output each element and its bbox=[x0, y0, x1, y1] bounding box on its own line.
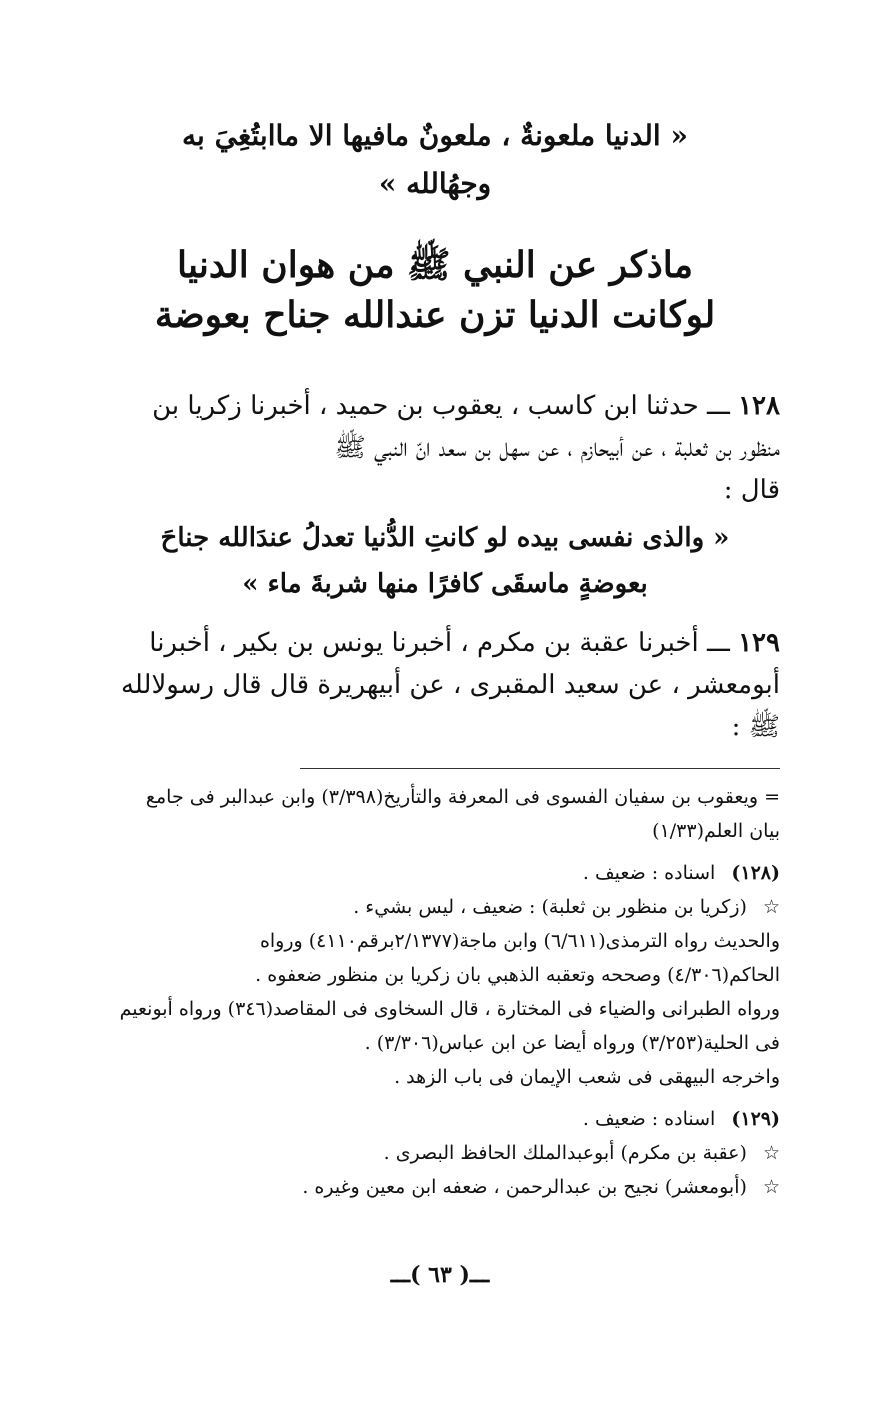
chapter-title-line-1: ماذكر عن النبي ﷺ من هوان الدنيا bbox=[177, 244, 693, 286]
footnotes bbox=[100, 780, 780, 1204]
footnote-129-narrator-1 bbox=[100, 1136, 780, 1170]
footnote-128-number: (١٢٨) bbox=[731, 862, 780, 884]
footnote-129-header bbox=[100, 1102, 780, 1136]
hadith-128-line-1 bbox=[100, 385, 780, 427]
hadith-128-quote bbox=[140, 515, 750, 607]
hadith-129-line-3: ﷺ : bbox=[731, 712, 780, 742]
hadith-128-text-1: ـــ حدثنا ابن كاسب ، يعقوب بن حميد ، أخبرنا زكريا بن bbox=[152, 391, 730, 421]
footnote-129-number: (١٢٩) bbox=[731, 1108, 780, 1130]
footnote-128-line-1: والحديث رواه الترمذى(٦/٦١١) وابن ماجة(٢/١٣٧٧برقم٤١١٠) ورواه bbox=[259, 930, 780, 952]
hadith-128 bbox=[100, 385, 780, 511]
star-icon: ☆ bbox=[762, 896, 780, 918]
hadith-129-line-2: أبومعشر ، عن سعيد المقبرى ، عن أبيهريرة قال قال رسولالله bbox=[120, 670, 780, 700]
hadith-129-line-1 bbox=[100, 622, 780, 664]
star-icon: ☆ bbox=[762, 1142, 780, 1164]
opening-hadith-quote bbox=[140, 112, 730, 208]
hadith-128-line-2: منظور بن ثعلبة ، عن أبيحازم ، عن سهل بن سعد انّ النبي ﷺ bbox=[334, 433, 780, 463]
footnote-129-narrator-2-text: (أبومعشر) نجيح بن عبدالرحمن ، ضعفه ابن معين وغيره . bbox=[302, 1176, 747, 1198]
footnote-128-header bbox=[100, 856, 780, 890]
footnote-128-isnad: اسناده : ضعيف . bbox=[582, 862, 716, 884]
hadith-128-number: ١٢٨ bbox=[738, 391, 780, 421]
hadith-128-quote-line-1: « والذى نفسى بيده لو كانتِ الدُّنيا تعدلُ عندَالله جناحَ bbox=[160, 523, 730, 553]
footnote-128-narrator bbox=[100, 890, 780, 924]
footnote-128-line-5: واخرجه البيهقى فى شعب الإيمان فى باب الزهد . bbox=[394, 1066, 780, 1088]
footnote-129-isnad: اسناده : ضعيف . bbox=[582, 1108, 716, 1130]
footnote-129-narrator-1-text: (عقبة بن مكرم) أبوعبدالملك الحافظ البصرى . bbox=[383, 1142, 747, 1164]
opening-quote-line-2: وجهُالله » bbox=[378, 167, 492, 200]
footnote-128-line-3: ورواه الطبرانى والضياء فى المختارة ، قال السخاوى فى المقاصد(٣٤٦) ورواه أبونعيم bbox=[119, 998, 780, 1020]
hadith-128-quote-line-2: بعوضةٍ ماسقَى كافرًا منها شربةَ ماء » bbox=[242, 569, 648, 599]
footnote-continuation-line-2: بيان العلم(١/٣٣) bbox=[652, 820, 780, 842]
footnote-128-narrator-text: (زكريا بن منظور بن ثعلبة) : ضعيف ، ليس بشيء . bbox=[353, 896, 747, 918]
chapter-title-line-2: لوكانت الدنيا تزن عندالله جناح بعوضة bbox=[154, 294, 716, 336]
page-number: ـــ( ٦٣ )ـــ bbox=[390, 1262, 490, 1288]
star-icon: ☆ bbox=[762, 1176, 780, 1198]
hadith-129 bbox=[100, 622, 780, 748]
hadith-129-text-1: ـــ أخبرنا عقبة بن مكرم ، أخبرنا يونس بن بكير ، أخبرنا bbox=[149, 628, 730, 658]
footnote-128-line-4: فى الحلية(٣/٢٥٣) ورواه أيضا عن ابن عباس(٣/٣٠٦) . bbox=[364, 1032, 780, 1054]
chapter-title bbox=[140, 240, 730, 340]
footnote-divider bbox=[300, 768, 780, 769]
hadith-128-line-3: قال : bbox=[723, 475, 780, 505]
opening-quote-line-1: « الدنيا ملعونةٌ ، ملعونٌ مافيها الا ماابتُغِيَ به bbox=[182, 119, 688, 152]
hadith-129-number: ١٢٩ bbox=[738, 628, 780, 658]
footnote-128-line-2: الحاكم(٤/٣٠٦) وصححه وتعقبه الذهبي بان زكريا بن منظور ضعفوه . bbox=[255, 964, 780, 986]
footnote-continuation-line-1: = ويعقوب بن سفيان الفسوى فى المعرفة والتأريخ(٣/٣٩٨) وابن عبدالبر فى جامع bbox=[145, 786, 780, 808]
footnote-129-narrator-2 bbox=[100, 1170, 780, 1204]
